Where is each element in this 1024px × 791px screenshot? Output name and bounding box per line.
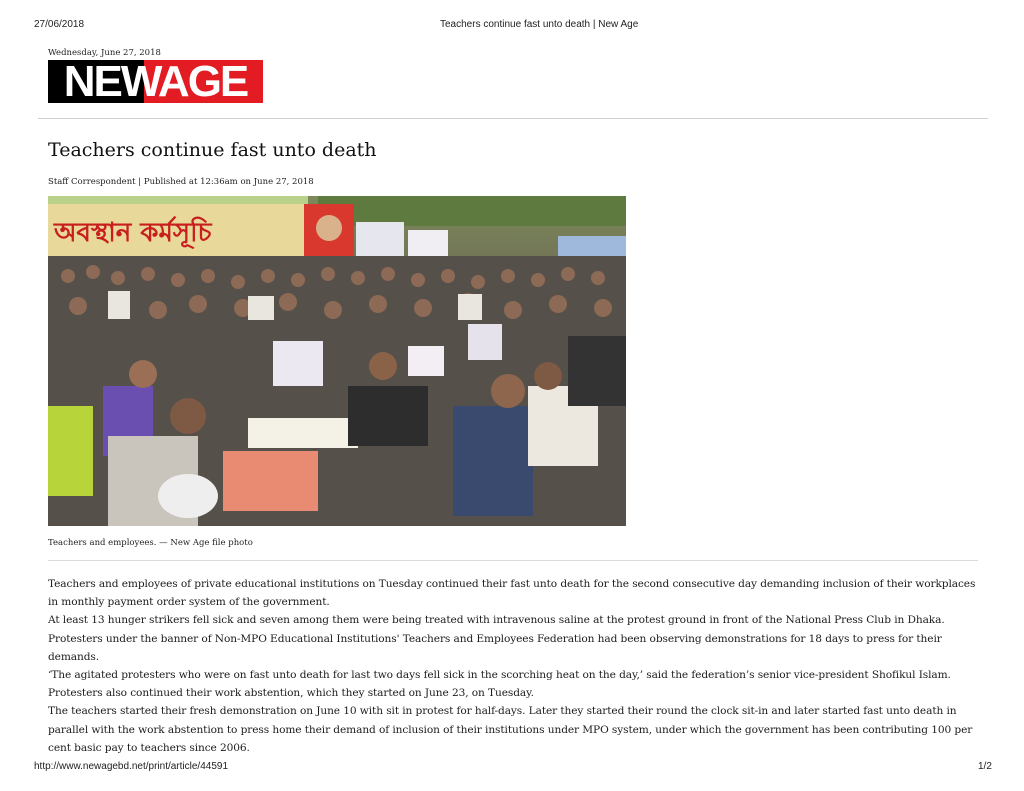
paragraph: ‘The agitated protesters who were on fast unto death for last two days fell sick in the scorching heat on the day,’ said the federation’s senior vice-president Shofikul Islam. — [48, 669, 951, 682]
caption-divider — [48, 560, 978, 561]
masthead-divider — [38, 118, 988, 119]
article-body — [48, 575, 978, 757]
print-url[interactable]: http://www.newagebd.net/print/article/44591 — [34, 761, 229, 772]
paragraph: Protesters under the banner of Non-MPO Educational Institutions' Teachers and Employees Federation had been observing demonstrations for 18 days to press for their demands. — [48, 632, 942, 663]
photo-caption: Teachers and employees. — New Age file photo — [48, 538, 253, 548]
article-byline: Staff Correspondent | Published at 12:36am on June 27, 2018 — [48, 177, 314, 187]
print-page-title: Teachers continue fast unto death | New Age — [440, 19, 639, 30]
article-photo — [48, 196, 626, 526]
print-date: 27/06/2018 — [34, 19, 85, 30]
paragraph: The teachers started their fresh demonstration on June 10 with sit in protest for half-days. Later they started their round the clock sit-in and later started fast unto death in parallel with the work abstention to press home their demand of inclusion of their institutions under MPO system, under which the government has been contributing 100 per cent basic pay to teachers since 2006. — [48, 705, 973, 754]
paragraph: Protesters also continued their work abstention, which they started on June 23, on Tuesday. — [48, 687, 534, 700]
logo-text: NEWAGE — [63, 60, 248, 103]
paragraph: At least 13 hunger strikers fell sick and seven among them were being treated with intravenous saline at the protest ground in front of the National Press Club in Dhaka. — [48, 614, 945, 627]
paragraph: Teachers and employees of private educational institutions on Tuesday continued their fast unto death for the second consecutive day demanding inclusion of their workplaces in monthly payment order system of the government. — [48, 578, 976, 609]
newage-logo[interactable] — [48, 60, 263, 103]
masthead-date: Wednesday, June 27, 2018 — [48, 48, 161, 58]
photo-banner-text: অবস্থান কর্মসূচি — [54, 218, 212, 248]
print-page-number: 1/2 — [978, 761, 992, 772]
article-headline: Teachers continue fast unto death — [48, 139, 377, 161]
